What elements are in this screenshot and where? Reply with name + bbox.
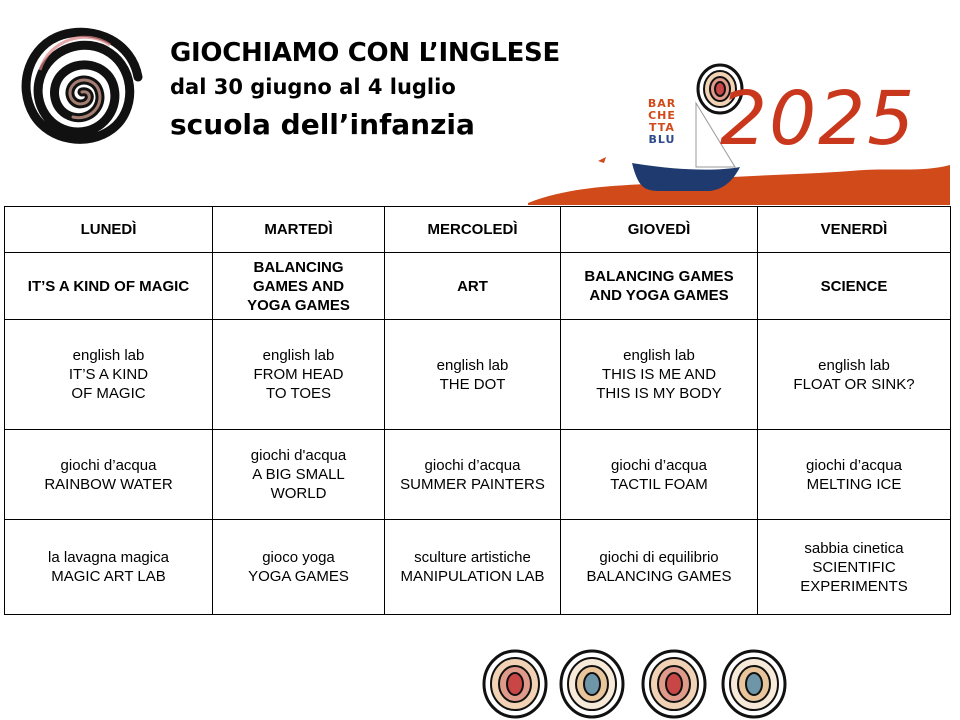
- cell-line: giochi d’acqua: [424, 456, 521, 474]
- cell-line: gioco yoga: [262, 549, 335, 566]
- cell-line: ART: [457, 277, 488, 295]
- boat-text-line: BLU: [648, 133, 676, 146]
- cell-line: sculture artistiche: [414, 549, 531, 566]
- boat-text-line: CHE: [648, 109, 676, 122]
- activity-cell: [213, 320, 385, 430]
- cell-line: BALANCING GAMES: [586, 568, 732, 585]
- activity-cell: [213, 520, 385, 615]
- cell-line: la lavagna magica: [48, 549, 169, 566]
- cell-line: english lab: [262, 347, 335, 364]
- cell-line: RAINBOW WATER: [44, 475, 173, 493]
- day-header: MERCOLEDÌ: [385, 207, 561, 253]
- cell-line: SCIENTIFIC: [812, 558, 896, 576]
- cell-line: IT’S A KIND: [68, 366, 149, 383]
- cell-line: YOGA GAMES: [247, 296, 350, 314]
- decorative-spirals-icon: [480, 646, 790, 720]
- day-header: VENERDÌ: [758, 207, 951, 253]
- cell-line: FLOAT OR SINK?: [793, 375, 915, 393]
- cell-line: MELTING ICE: [806, 475, 902, 493]
- spiral-red-icon: [484, 651, 546, 717]
- theme-cell: [5, 253, 213, 320]
- cell-line: GAMES AND: [252, 277, 345, 295]
- activity-cell: [758, 430, 951, 520]
- activity-row: [5, 320, 951, 430]
- spiral-blue-icon: [561, 651, 623, 717]
- cell-line: english lab: [72, 347, 145, 364]
- activity-cell: [561, 520, 758, 615]
- activity-cell: [561, 430, 758, 520]
- cell-line: MANIPULATION LAB: [400, 568, 545, 585]
- cell-line: MAGIC ART LAB: [51, 568, 166, 585]
- cell-line: english lab: [436, 356, 509, 374]
- day-header-row: [5, 207, 951, 253]
- activity-row: [5, 430, 951, 520]
- day-header: MARTEDÌ: [213, 207, 385, 253]
- cell-line: giochi d’acqua: [806, 456, 902, 474]
- cell-line: OF MAGIC: [71, 385, 146, 402]
- cell-line: FROM HEAD: [253, 366, 344, 383]
- spiral-blue-icon: [723, 651, 785, 717]
- spiral-logo-icon: [0, 10, 165, 175]
- theme-row: [5, 253, 951, 320]
- cell-line: YOGA GAMES: [248, 568, 349, 585]
- theme-cell: [758, 253, 951, 320]
- activity-cell: [385, 520, 561, 615]
- cell-line: SUMMER PAINTERS: [400, 475, 545, 493]
- cell-line: english lab: [623, 347, 695, 364]
- activity-cell: [385, 430, 561, 520]
- spiral-red-icon: [643, 651, 705, 717]
- weekly-schedule-table: [4, 206, 951, 615]
- cell-line: THIS IS ME AND: [601, 366, 717, 383]
- cell-line: THE DOT: [439, 375, 506, 393]
- boat-text-line: BAR: [647, 97, 677, 110]
- day-header: GIOVEDÌ: [561, 207, 758, 253]
- cell-line: EXPERIMENTS: [800, 577, 908, 595]
- boat-text-line: TTA: [649, 121, 675, 134]
- year-label: 2025: [720, 76, 917, 162]
- header-block: [170, 36, 560, 144]
- activity-cell: [5, 320, 213, 430]
- cell-line: BALANCING: [253, 258, 344, 276]
- cell-line: BALANCING GAMES: [584, 268, 734, 285]
- cell-line: IT’S A KIND OF MAGIC: [27, 277, 190, 295]
- cell-line: TACTIL FOAM: [610, 475, 708, 493]
- day-header: LUNEDÌ: [5, 207, 213, 253]
- boat-name: [632, 98, 692, 146]
- date-range: dal 30 giugno al 4 luglio: [170, 75, 456, 99]
- activity-cell: [5, 430, 213, 520]
- activity-cell: [561, 320, 758, 430]
- cell-line: WORLD: [270, 485, 327, 502]
- cell-line: giochi d’acqua: [60, 456, 157, 474]
- cell-line: AND YOGA GAMES: [589, 287, 729, 304]
- theme-cell: [561, 253, 758, 320]
- activity-cell: [213, 430, 385, 520]
- theme-cell: [213, 253, 385, 320]
- cell-line: A BIG SMALL: [252, 466, 345, 483]
- activity-row: [5, 520, 951, 615]
- activity-cell: [385, 320, 561, 430]
- cell-line: giochi d’acqua: [611, 456, 707, 474]
- page-title: GIOCHIAMO CON L’INGLESE: [170, 38, 560, 68]
- activity-cell: [758, 320, 951, 430]
- cell-line: giochi d'acqua: [250, 447, 347, 464]
- cell-line: giochi di equilibrio: [599, 549, 719, 566]
- cell-line: english lab: [818, 356, 890, 374]
- cell-line: sabbia cinetica: [804, 539, 904, 557]
- cell-line: SCIENCE: [820, 277, 888, 295]
- activity-cell: [5, 520, 213, 615]
- theme-cell: [385, 253, 561, 320]
- school-name: scuola dell’infanzia: [170, 108, 475, 141]
- cell-line: THIS IS MY BODY: [596, 385, 722, 402]
- activity-cell: [758, 520, 951, 615]
- cell-line: TO TOES: [265, 385, 332, 402]
